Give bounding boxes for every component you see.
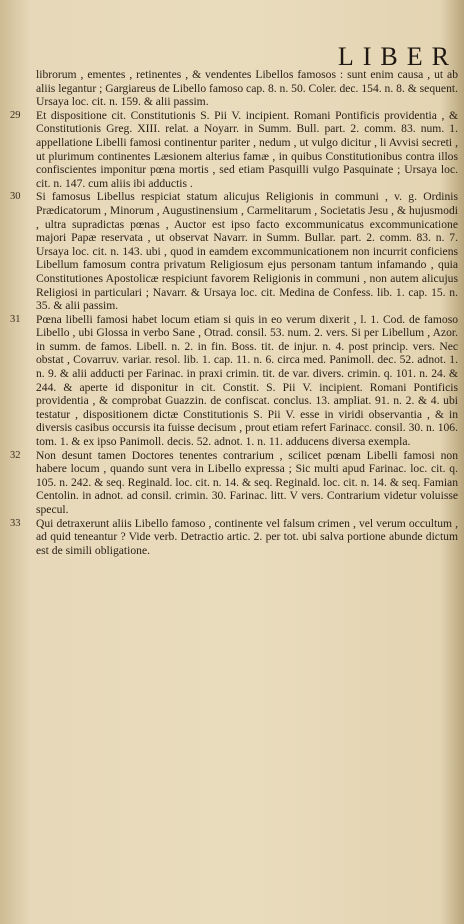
paragraph-32 [10, 449, 458, 517]
paragraph-number: 32 [10, 449, 21, 461]
paragraph-text: Et dispositione cit. Constitutionis S. Pii V. incipient. Romani Pontificis providentia , & Constitutionis Greg. XIII. relat. a Noyarr. in Summ. Bull. part. 2. comm. 83. num. 1. appellatione Libelli famosi continentur pariter , nedum , ut vulgo dicitur , li Avvisi secreti , ut plurimum continentes Læsionem alterius famæ , in quibus Constitutionibus contra illos confiscientes imponitur pœna mortis , sed etiam Pasquilli vulgo Pasquinate ; Ursaya loc. cit. n. 147. cum aliis ibi adductis . [36, 108, 458, 190]
paragraph-30 [10, 190, 458, 312]
paragraph-29 [10, 109, 458, 191]
body-text [10, 68, 458, 557]
paragraph-number: 30 [10, 191, 21, 203]
paragraph-text: Non desunt tamen Doctores tenentes contrarium , scilicet pœnam Libelli famosi non habere locum , quando sunt vera in Libello expressa ; Sic multi apud Farinac. loc. cit. q. 105. n. 242. & seq. Reginald. loc. cit. n. 14. & seq. Reginald. loc. cit. n. 14. & seq. Famian Centolin. in adnot. ad consil. crimin. 30. Farinac. litt. V vers. Contrarium videtur voluisse specul. [36, 448, 458, 516]
paragraph-text: librorum , ementes , retinentes , & vendentes Libellos famosos : sunt enim causa , ut ab aliis legantur ; Gargiareus de Libello famoso cap. 8. n. 50. Coler. dec. 154. n. 8. & sequent. Ursaya loc. cit. n. 159. & alii passim. [36, 68, 458, 109]
paragraph-text: Qui detraxerunt aliis Libello famoso , continente vel falsum crimen , vel verum occultum , ad quid teneantur ? Vide verb. Detractio artic. 2. per tot. ubi salva portione abunde dictum est de simili obligatione. [36, 516, 458, 557]
paragraph-text: Pœna libelli famosi habet locum etiam si quis in eo verum dixerit , l. 1. Cod. de famoso Libello , ubi Glossa in verbo Sane , Otrad. consil. 53. num. 2. vers. Si per Libellum , Azor. in summ. de famos. Libell. n. 2. in fin. Boss. tit. de injur. n. 4. post princip. vers. Nec obstat , Covarruv. variar. resol. lib. 1. cap. 11. n. 6. circa med. Panimoll. dec. 52. adnot. 1. n. 9. & alii adducti per Farinac. in praxi crimin. tit. de var. divers. crimin. q. 101. n. 24. & 244. & aperte id disponitur in cit. Constit. S. Pii V. incipient. Romani Pontificis providentia , & comprobat Guazzin. de confiscat. conclus. 13. ampliat. 91. n. 2. & 4. ubi testatur , dispositionem dictæ Constitutionis S. Pii V. esse in viridi observantia , & in diversis casibus occursis ita fuisse decisum , prout etiam refert Farinacc. consil. 30. n. 106. tom. 1. & ex ipso Panimoll. decis. 52. adnot. 1. n. 11. adducens diversa exempla. [36, 312, 458, 449]
paragraph-number: 29 [10, 109, 21, 121]
paragraph-33 [10, 517, 458, 558]
paragraph-31 [10, 313, 458, 449]
running-header: LIBER [337, 42, 458, 71]
paragraph-number: 31 [10, 313, 21, 325]
paragraph-continuation [10, 68, 458, 109]
paragraph-number: 33 [10, 517, 21, 529]
paragraph-text: Si famosus Libellus respiciat statum alicujus Religionis in communi , v. g. Ordinis Prædicatorum , Minorum , Augustinensium , Carmelitarum , Societatis Jesu , & hujusmodi , ultra supradictas pœnas , Auctor est ipso facto excommunicatus excommunicatione majori Papæ reservata , ut observat Navarr. in Summ. Bullar. part. 2. comm. 83. n. 7. Ursaya loc. cit. n. 143. ubi , quod in eamdem excommunicationem non incurrit conficiens Libellum famosum contra privatum Religiosum ejus personam tantum infamando , quia Constitutiones Apostolicæ respiciunt favorem Religionis in communi , non autem alicujus Religiosi in particulari ; Navarr. & Ursaya loc. cit. Medina de Confess. lib. 1. cap. 15. n. 35. & alii passim. [36, 190, 458, 313]
